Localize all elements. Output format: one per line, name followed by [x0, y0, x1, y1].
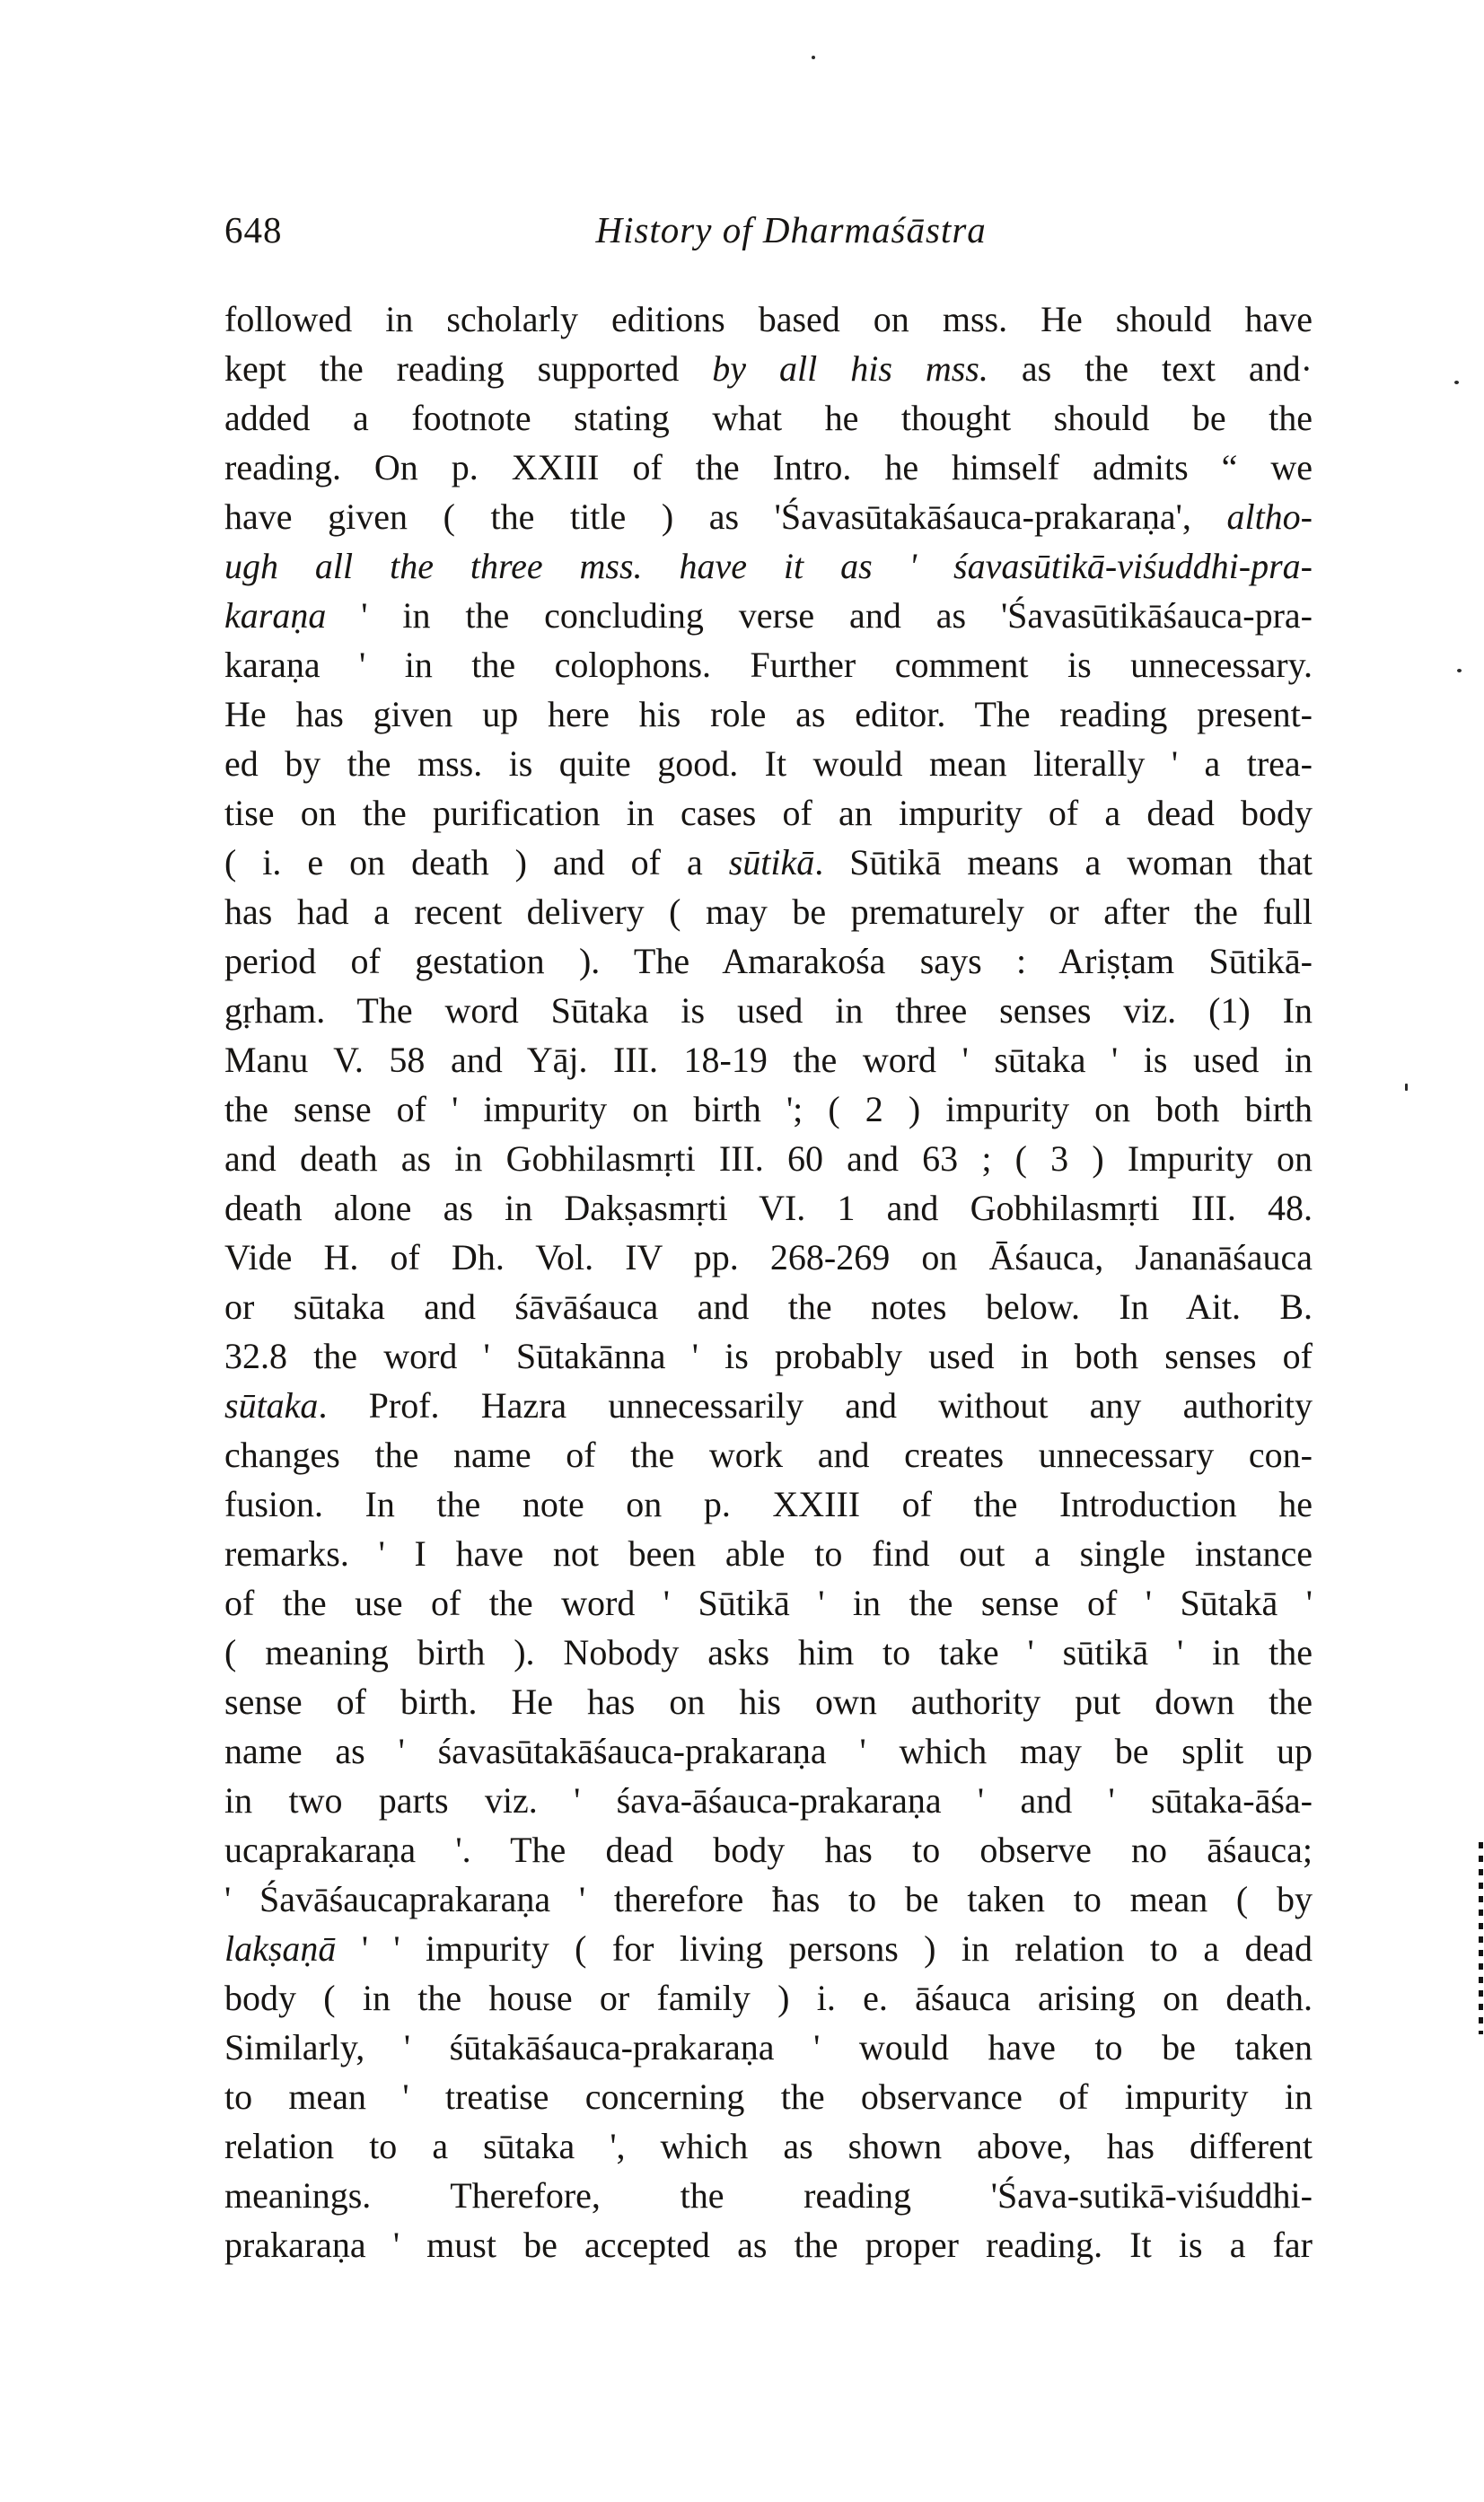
text-line — [224, 1776, 1313, 1825]
text-segment: changes the name of the work and creates unnecessary con- — [224, 1435, 1313, 1475]
text-segment: ' in the concluding verse and as 'Śavasūtikāśauca-pra- — [326, 595, 1313, 636]
text-segment: and death as in Gobhilasmṛti III. 60 and 63 ; ( 3 ) Impurity on — [224, 1138, 1313, 1179]
text-segment: prakaraṇa ' must be accepted as the proper reading. It is a far — [224, 2225, 1313, 2265]
text-segment: as the text and· — [988, 348, 1313, 389]
text-line — [224, 2171, 1313, 2220]
text-segment: in two parts viz. ' śava-āśauca-prakaraṇa ' and ' sūtaka-āśa- — [224, 1780, 1313, 1821]
text-segment: death alone as in Dakṣasmṛti VI. 1 and Gobhilasmṛti III. 48. — [224, 1188, 1313, 1228]
scan-edge-artifact — [1479, 1842, 1483, 2034]
text-line — [224, 492, 1313, 541]
text-line — [224, 1282, 1313, 1331]
text-segment: fusion. In the note on p. XXIII of the Introduction he — [224, 1484, 1313, 1524]
text-segment: remarks. ' I have not been able to find out a single instance — [224, 1533, 1313, 1574]
text-line — [224, 1430, 1313, 1479]
text-line — [224, 887, 1313, 936]
text-segment: or sūtaka and śāvāśauca and the notes below. In Ait. B. — [224, 1286, 1313, 1327]
scan-speck — [1454, 381, 1459, 384]
text-segment: ' Śavāśaucaprakaraṇa ' therefore ħas to be taken to mean ( by — [224, 1879, 1313, 1919]
text-segment: name as ' śavasūtakāśauca-prakaraṇa ' which may be split up — [224, 1731, 1313, 1771]
text-line — [224, 1183, 1313, 1233]
text-line — [224, 2072, 1313, 2121]
text-segment: Similarly, ' śūtakāśauca-prakaraṇa ' would have to be taken — [224, 2027, 1313, 2067]
text-line — [224, 986, 1313, 1035]
text-line — [224, 2023, 1313, 2072]
body-text — [224, 294, 1313, 2269]
text-line — [224, 1479, 1313, 1529]
text-line — [224, 1233, 1313, 1282]
text-segment: tise on the purification in cases of an impurity of a dead body — [224, 793, 1313, 833]
text-segment: of the use of the word ' Sūtikā ' in the sense of ' Sūtakā ' — [224, 1583, 1313, 1623]
text-line — [224, 2220, 1313, 2269]
text-line — [224, 541, 1313, 591]
text-segment: sense of birth. He has on his own authority put down the — [224, 1681, 1313, 1722]
scan-speck — [812, 56, 815, 59]
text-segment: karaṇa ' in the colophons. Further comment is unnecessary. — [224, 645, 1313, 685]
italic-text-segment: ugh all the three mss. have it as ' śavasūtikā-viśuddhi-pra- — [224, 546, 1313, 586]
text-line — [224, 1035, 1313, 1084]
page-number: 648 — [224, 209, 283, 250]
text-line — [224, 1677, 1313, 1726]
text-segment: meanings. Therefore, the reading 'Śava-sutikā-viśuddhi- — [224, 2175, 1313, 2216]
text-line — [224, 294, 1313, 344]
text-line — [224, 344, 1313, 393]
text-segment: relation to a sūtaka ', which as shown above, has different — [224, 2126, 1313, 2166]
text-line — [224, 1331, 1313, 1381]
text-segment: added a footnote stating what he thought should be the — [224, 398, 1313, 438]
text-segment: ucaprakaraṇa '. The dead body has to observe no āśauca; — [224, 1830, 1313, 1870]
text-line — [224, 1628, 1313, 1677]
text-line — [224, 1084, 1313, 1134]
text-segment: Manu V. 58 and Yāj. III. 18-19 the word ' sūtaka ' is used in — [224, 1040, 1313, 1080]
text-line — [224, 739, 1313, 788]
text-segment: ' ' impurity ( for living persons ) in relation to a dead — [336, 1928, 1313, 1969]
text-segment: to mean ' treatise concerning the observance of impurity in — [224, 2076, 1313, 2117]
text-line — [224, 1973, 1313, 2023]
scan-speck — [1405, 1084, 1408, 1091]
text-line — [224, 689, 1313, 739]
text-segment: the sense of ' impurity on birth '; ( 2 ) impurity on both birth — [224, 1089, 1313, 1129]
text-segment: kept the reading supported — [224, 348, 713, 389]
text-line — [224, 393, 1313, 443]
italic-text-segment: sūtaka — [224, 1385, 319, 1426]
text-segment: ( meaning birth ). Nobody asks him to take ' sūtikā ' in the — [224, 1632, 1313, 1672]
text-segment: followed in scholarly editions based on mss. He should have — [224, 299, 1313, 339]
text-segment: ed by the mss. is quite good. It would mean literally ' a trea- — [224, 743, 1313, 784]
text-segment: have given ( the title ) as 'Śavasūtakāśauca-prakaraṇa', — [224, 496, 1227, 537]
text-segment: 32.8 the word ' Sūtakānna ' is probably used in both senses of — [224, 1336, 1313, 1376]
text-segment: reading. On p. XXIII of the Intro. he himself admits “ we — [224, 447, 1313, 487]
italic-text-segment: altho- — [1226, 496, 1313, 537]
italic-text-segment: lakṣaṇā — [224, 1928, 337, 1969]
text-line — [224, 936, 1313, 986]
italic-text-segment: by all his mss. — [712, 348, 988, 389]
text-segment: body ( in the house or family ) i. e. āśauca arising on death. — [224, 1978, 1313, 2018]
text-segment: gṛham. The word Sūtaka is used in three senses viz. (1) In — [224, 990, 1313, 1031]
text-line — [224, 591, 1313, 640]
text-line — [224, 1924, 1313, 1973]
text-segment: ( i. e on death ) and of a — [224, 842, 729, 882]
text-line — [224, 443, 1313, 492]
text-segment: . Sūtikā means a woman that — [814, 842, 1313, 882]
running-title: History of Dharmaśāstra — [595, 209, 987, 250]
text-line — [224, 1134, 1313, 1183]
text-segment: . Prof. Hazra unnecessarily and without any authority — [318, 1385, 1313, 1426]
text-line — [224, 1874, 1313, 1924]
italic-text-segment: sūtikā — [728, 842, 815, 882]
text-line — [224, 1578, 1313, 1628]
text-line — [224, 838, 1313, 887]
text-line — [224, 640, 1313, 689]
text-line — [224, 788, 1313, 838]
text-line — [224, 1529, 1313, 1578]
page-header — [224, 205, 1311, 255]
text-segment: He has given up here his role as editor. The reading present- — [224, 694, 1313, 734]
text-line — [224, 1726, 1313, 1776]
italic-text-segment: karaṇa — [224, 595, 327, 636]
scan-speck — [1457, 669, 1462, 672]
text-segment: Vide H. of Dh. Vol. IV pp. 268-269 on Āśauca, Jananāśauca — [224, 1237, 1313, 1277]
text-line — [224, 2121, 1313, 2171]
text-line — [224, 1825, 1313, 1874]
text-segment: has had a recent delivery ( may be prematurely or after the full — [224, 891, 1313, 932]
text-segment: period of gestation ). The Amarakośa says : Ariṣṭam Sūtikā- — [224, 941, 1313, 981]
text-line — [224, 1381, 1313, 1430]
